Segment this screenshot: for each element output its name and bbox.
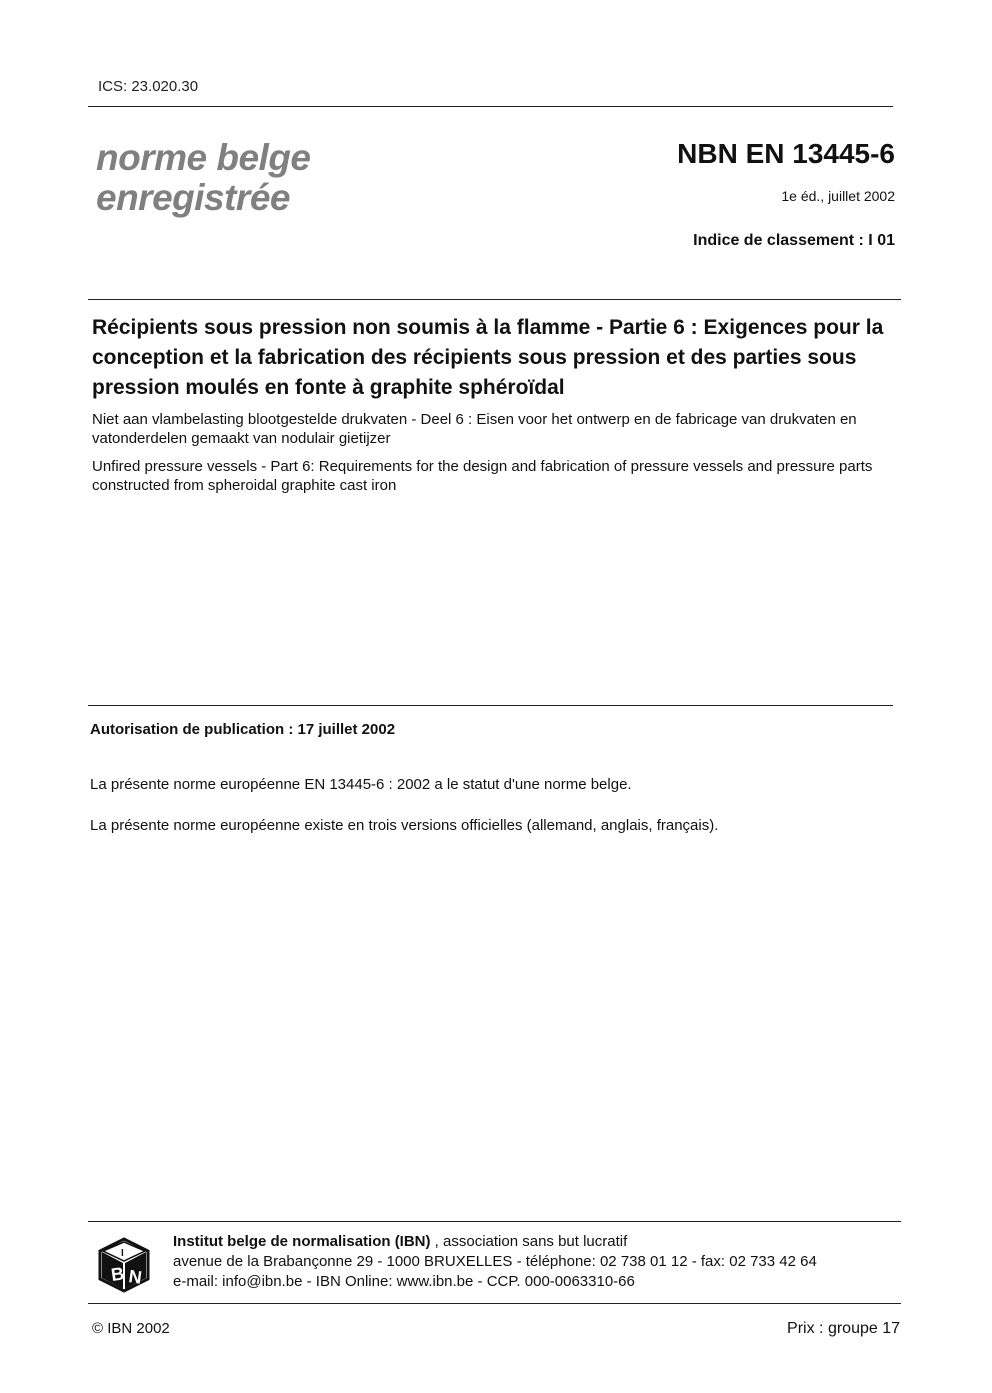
footer-divider-bottom: [88, 1303, 901, 1304]
standard-number: NBN EN 13445-6: [677, 138, 895, 169]
classification-index: Indice de classement : I 01: [693, 232, 895, 249]
svg-text:N: N: [127, 1266, 144, 1288]
norme-line-1: norme belge: [96, 137, 311, 178]
ibn-logo-icon: [96, 1237, 152, 1293]
versions-paragraph: La présente norme européenne existe en trois versions officielles (allemand, anglais, français).: [90, 817, 719, 834]
svg-text:B: B: [109, 1263, 126, 1285]
institute-info: [173, 1232, 817, 1292]
ics-code: ICS: 23.020.30: [98, 78, 199, 95]
header-divider: [88, 106, 893, 107]
publication-authorization: Autorisation de publication : 17 juillet 2002: [90, 721, 396, 738]
price-group: Prix : groupe 17: [787, 1320, 900, 1337]
svg-text:I: I: [121, 1248, 124, 1259]
institute-suffix: , association sans but lucratif: [430, 1233, 628, 1250]
copyright: © IBN 2002: [92, 1320, 170, 1337]
footer-divider-top: [88, 1221, 901, 1222]
title-divider-top: [88, 299, 901, 300]
institute-name: Institut belge de normalisation (IBN): [173, 1233, 431, 1250]
title-divider-bottom: [88, 705, 893, 706]
title-dutch: Niet aan vlambelasting blootgestelde drukvaten - Deel 6 : Eisen voor het ontwerp en de fabricage van drukvaten en vatonderdelen gemaakt van nodulair gietijzer: [92, 411, 857, 447]
edition-date: 1e éd., juillet 2002: [781, 188, 895, 204]
norme-belge-heading: [96, 138, 311, 218]
institute-contact: e-mail: info@ibn.be - IBN Online: www.ibn.be - CCP. 000-0063310-66: [173, 1273, 635, 1290]
norme-line-2: enregistrée: [96, 177, 290, 218]
title-english: Unfired pressure vessels - Part 6: Requirements for the design and fabrication of pressure vessels and pressure parts constructed from spheroidal graphite cast iron: [92, 458, 873, 494]
institute-address: avenue de la Brabançonne 29 - 1000 BRUXELLES - téléphone: 02 738 01 12 - fax: 02 733 42 64: [173, 1253, 817, 1270]
status-paragraph: La présente norme européenne EN 13445-6 : 2002 a le statut d'une norme belge.: [90, 776, 632, 793]
institute-name-line: [173, 1232, 817, 1252]
title-french: Récipients sous pression non soumis à la flamme - Partie 6 : Exigences pour la conception et la fabrication des récipients sous pression et des parties sous pression moulés en fonte à graphite sphéroïdal: [92, 316, 884, 399]
